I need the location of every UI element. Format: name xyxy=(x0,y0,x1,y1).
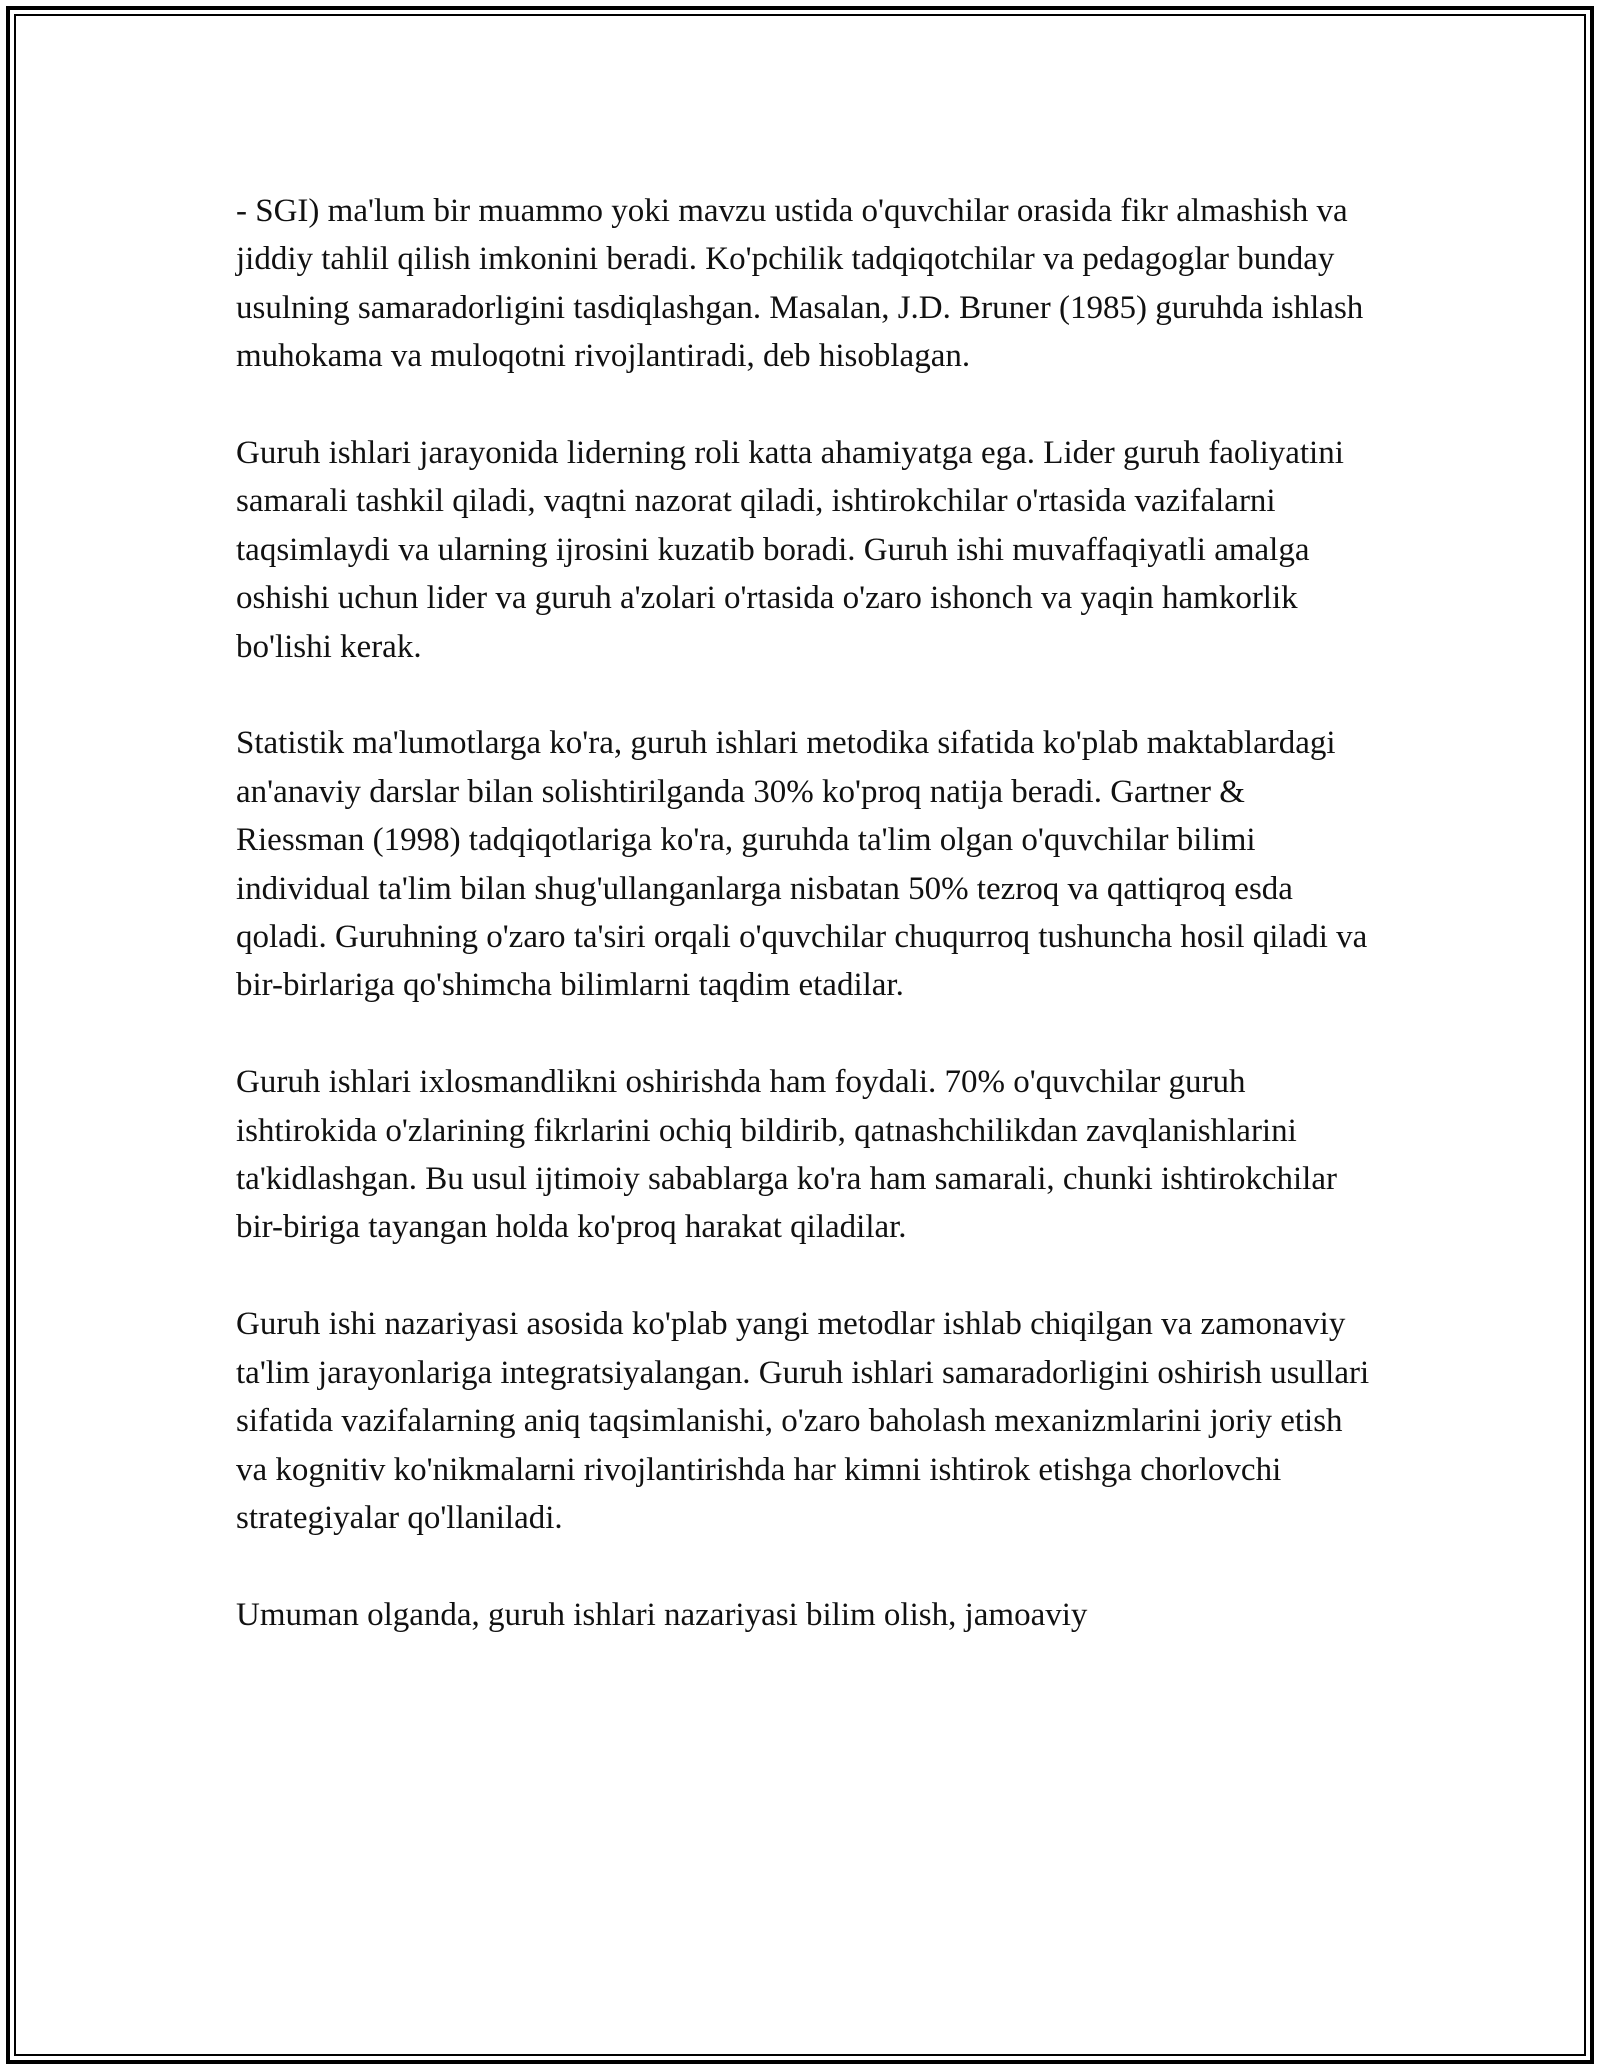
paragraph-3: Statistik ma'lumotlarga ko'ra, guruh ishlari metodika sifatida ko'plab maktablardagi an'anaviy darslar bilan solishtirilganda 30% ko'proq natija beradi. Gartner & Riessman (1998) tadqiqotlariga ko'ra, guruhda ta'lim olgan o'quvchilar bilimi individual ta'lim bilan shug'ullanganlarga nisbatan 50% tezroq va qattiqroq esda qoladi. Guruhning o'zaro ta'siri orqali o'quvchilar chuqurroq tushuncha hosil qiladi va bir-birlariga qo'shimcha bilimlarni taqdim etadilar. xyxy=(236,725,1368,1004)
paragraph-1: - SGI) ma'lum bir muammo yoki mavzu ustida o'quvchilar orasida fikr almashish va jiddiy tahlil qilish imkonini beradi. Ko'pchilik tadqiqotchilar va pedagoglar bunday usulning samaradorligini tasdiqlashgan. Masalan, J.D. Bruner (1985) guruhda ishlash muhokama va muloqotni rivojlantiradi, deb hisoblagan. xyxy=(236,193,1364,375)
paragraph-2: Guruh ishlari jarayonida liderning roli katta ahamiyatga ega. Lider guruh faoliyatini samarali tashkil qiladi, vaqtni nazorat qiladi, ishtirokchilar o'rtasida vazifalarni taqsimlaydi va ularning ijrosini kuzatib boradi. Guruh ishi muvaffaqiyatli amalga oshishi uchun lider va guruh a'zolari o'rtasida o'zaro ishonch va yaqin hamkorlik bo'lishi kerak. xyxy=(236,435,1344,665)
paragraph-4: Guruh ishlari ixlosmandlikni oshirishda ham foydali. 70% o'quvchilar guruh ishtirokida o'zlarining fikrlarini ochiq bildirib, qatnashchilikdan zavqlanishlarini ta'kidlashgan. Bu usul ijtimoiy sabablarga ko'ra ham samarali, chunki ishtirokchilar bir-biriga tayangan holda ko'proq harakat qiladilar. xyxy=(236,1064,1337,1246)
document-body xyxy=(236,187,1376,1639)
paragraph-6: Umuman olganda, guruh ishlari nazariyasi bilim olish, jamoaviy xyxy=(236,1596,1088,1633)
paragraph-5: Guruh ishi nazariyasi asosida ko'plab yangi metodlar ishlab chiqilgan va zamonaviy ta'lim jarayonlariga integratsiyalangan. Guruh ishlari samaradorligini oshirish usullari sifatida vazifalarning aniq taqsimlanishi, o'zaro baholash mexanizmlarini joriy etish va kognitiv ko'nikmalarni rivojlantirishda har kimni ishtirok etishga chorlovchi strategiyalar qo'llaniladi. xyxy=(236,1306,1370,1536)
